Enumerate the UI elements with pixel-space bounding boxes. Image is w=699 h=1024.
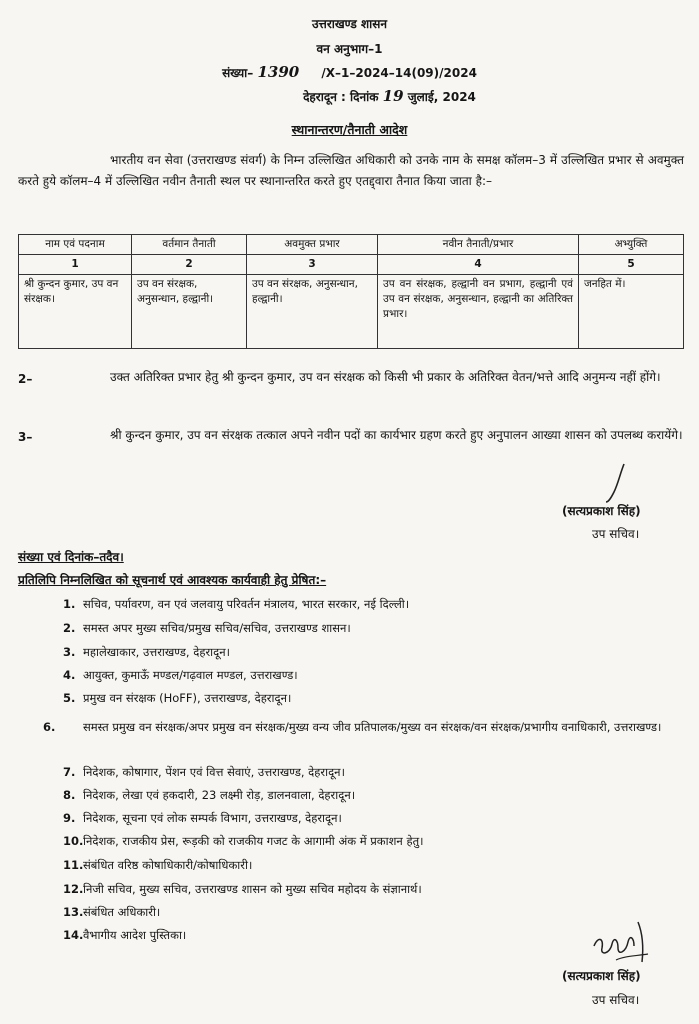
point-text: श्री कुन्दन कुमार, उप वन संरक्षक तत्काल अपने नवीन पदों का कार्यभार ग्रहण करते हुए अनुपालन आख्या शासन को उपलब्ध करायेंगे। <box>110 428 683 442</box>
list-text: निजी सचिव, मुख्य सचिव, उत्तराखण्ड शासन को मुख्य सचिव महोदय के संज्ञानार्थ। <box>83 882 422 896</box>
list-item <box>63 621 693 635</box>
column-number: 5 <box>579 255 684 275</box>
table-header-row <box>19 235 684 255</box>
list-number: 10. <box>63 834 84 848</box>
current-posting-cell: उप वन संरक्षक, अनुसन्धान, हल्द्वानी। <box>132 275 247 349</box>
list-number: 1. <box>63 597 76 611</box>
list-item <box>63 597 693 611</box>
list-item <box>63 765 693 779</box>
list-text: समस्त अपर मुख्य सचिव/प्रमुख सचिव/सचिव, उत्तराखण्ड शासन। <box>83 621 351 635</box>
column-number: 1 <box>19 255 132 275</box>
list-item <box>63 668 693 682</box>
reference-number <box>0 64 699 81</box>
list-text: महालेखाकार, उत्तराखण्ड, देहरादून। <box>83 645 230 659</box>
list-item <box>43 715 699 739</box>
list-text: आयुक्त, कुमाऊँ मण्डल/गढ़वाल मण्डल, उत्तराखण्ड। <box>83 668 298 682</box>
reference-suffix: /X–1–2024–14(09)/2024 <box>321 66 477 80</box>
table-header-cell: नवीन तैनाती/प्रभार <box>378 235 579 255</box>
remarks-cell: जनहित में। <box>579 275 684 349</box>
officer-name-cell: श्री कुन्दन कुमार, उप वन संरक्षक। <box>19 275 132 349</box>
column-number: 3 <box>247 255 378 275</box>
list-number: 7. <box>63 765 76 779</box>
list-number: 6. <box>43 720 56 734</box>
table-header-cell: अवमुक्त प्रभार <box>247 235 378 255</box>
list-text: वैभागीय आदेश पुस्तिका। <box>83 928 187 942</box>
list-number: 9. <box>63 811 76 825</box>
list-number: 5. <box>63 691 76 705</box>
table-row <box>19 275 684 349</box>
list-text: निदेशक, कोषागार, पेंशन एवं वित्त सेवाएं, उत्तराखण्ड, देहरादून। <box>83 765 345 779</box>
point-number: 2– <box>18 372 33 386</box>
list-item <box>63 858 693 872</box>
table-header-cell: अभ्युक्ति <box>579 235 684 255</box>
date-handwritten-day: 19 <box>382 87 404 105</box>
signatory-name: (सत्यप्रकाश सिंह) <box>562 504 641 518</box>
order-title: स्थानान्तरण/तैनाती आदेश <box>291 122 408 137</box>
date-suffix: जुलाई, 2024 <box>407 90 476 104</box>
signatory-designation: उप सचिव। <box>592 527 640 541</box>
list-item <box>63 788 693 802</box>
list-number: 14. <box>63 928 84 942</box>
list-text: निदेशक, राजकीय प्रेस, रूड़की को राजकीय गजट के आगामी अंक में प्रकाशन हेतु। <box>83 834 424 848</box>
date-prefix: देहरादून : दिनांक <box>303 90 379 104</box>
list-text: संबंधित वरिष्ठ कोषाधिकारी/कोषाधिकारी। <box>83 858 253 872</box>
list-number: 12. <box>63 882 84 896</box>
list-text: संबंधित अधिकारी। <box>83 905 161 919</box>
list-item <box>63 811 693 825</box>
column-number: 2 <box>132 255 247 275</box>
reference-handwritten-number: 1390 <box>257 63 300 81</box>
government-name: उत्तराखण्ड शासन <box>311 17 388 31</box>
section-name: वन अनुभाग–1 <box>316 42 383 56</box>
list-item <box>63 645 693 659</box>
list-item <box>63 882 693 896</box>
list-number: 4. <box>63 668 76 682</box>
list-text: प्रमुख वन संरक्षक (HoFF), उत्तराखण्ड, देहरादून। <box>83 691 292 705</box>
date-line <box>0 88 699 105</box>
point-number: 3– <box>18 430 33 444</box>
list-number: 3. <box>63 645 76 659</box>
list-text: समस्त प्रमुख वन संरक्षक/अपर प्रमुख वन संरक्षक/मुख्य वन्य जीव प्रतिपालक/मुख्य वन संरक्षक/वन संरक्षक/प्रभागीय वनाधिकारी, उत्तराखण्ड। <box>83 720 662 734</box>
intro-paragraph: भारतीय वन सेवा (उत्तराखण्ड संवर्ग) के निम्न उल्लिखित अधिकारी को उनके नाम के समक्ष कॉलम–3 में उल्लिखित प्रभार से अवमुक्त करते हुये कॉलम–4 में उल्लिखित नवीन तैनाती स्थल पर स्थानान्तरित करते हुए एतद्द्वारा तैनात किया जाता है:– <box>18 153 684 188</box>
list-number: 11. <box>63 858 84 872</box>
copy-heading: संख्या एवं दिनांक–तदैव। <box>18 550 124 564</box>
posting-table <box>18 234 684 349</box>
relieved-charge-cell: उप वन संरक्षक, अनुसन्धान, हल्द्वानी। <box>247 275 378 349</box>
list-number: 13. <box>63 905 84 919</box>
table-number-row <box>19 255 684 275</box>
list-item <box>63 834 693 848</box>
new-posting-cell: उप वन संरक्षक, हल्द्वानी वन प्रभाग, हल्द्वानी एवं उप वन संरक्षक, अनुसन्धान, हल्द्वानी का अतिरिक्त प्रभार। <box>378 275 579 349</box>
list-number: 8. <box>63 788 76 802</box>
list-number: 2. <box>63 621 76 635</box>
signature-mark <box>600 462 630 504</box>
table-header-cell: वर्तमान तैनाती <box>132 235 247 255</box>
point-text: उक्त अतिरिक्त प्रभार हेतु श्री कुन्दन कुमार, उप वन संरक्षक को किसी भी प्रकार के अतिरिक्त वेतन/भत्ते आदि अनुमन्य नहीं होंगे। <box>110 370 661 384</box>
column-number: 4 <box>378 255 579 275</box>
reference-prefix: संख्या– <box>222 66 254 80</box>
list-item <box>63 691 693 705</box>
copy-intro: प्रतिलिपि निम्नलिखित को सूचनार्थ एवं आवश्यक कार्यवाही हेतु प्रेषित:– <box>18 573 327 587</box>
table-header-cell: नाम एवं पदनाम <box>19 235 132 255</box>
list-text: निदेशक, लेखा एवं हकदारी, 23 लक्ष्मी रोड़, डालनवाला, देहरादून। <box>83 788 356 802</box>
signatory-name: (सत्यप्रकाश सिंह) <box>562 969 641 983</box>
signature-scribble <box>588 916 660 968</box>
signatory-designation: उप सचिव। <box>592 993 640 1007</box>
list-text: सचिव, पर्यावरण, वन एवं जलवायु परिवर्तन मंत्रालय, भारत सरकार, नई दिल्ली। <box>83 597 410 611</box>
list-text: निदेशक, सूचना एवं लोक सम्पर्क विभाग, उत्तराखण्ड, देहरादून। <box>83 811 342 825</box>
